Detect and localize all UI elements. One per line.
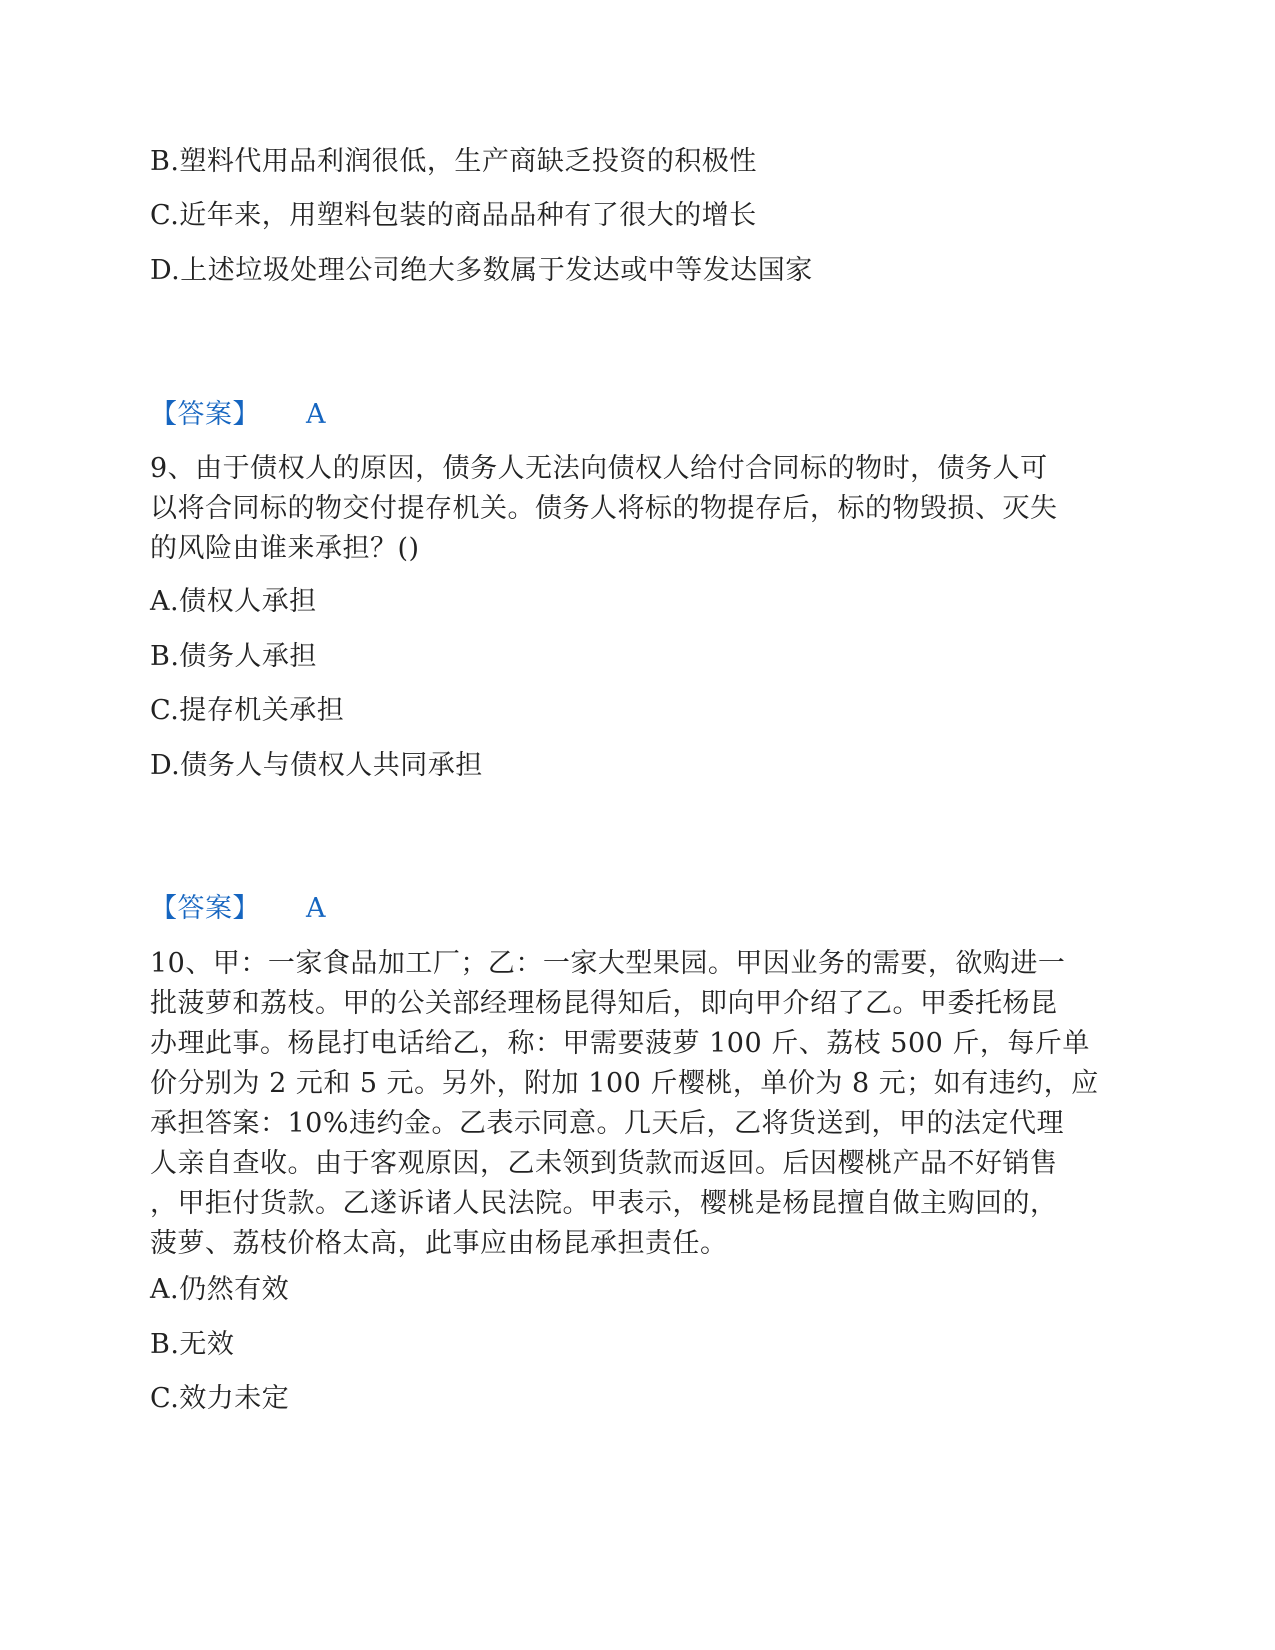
question-9-option-d: D.债务人与债权人共同承担 [150,750,483,781]
answer-line-2 [150,889,326,929]
question-10-line: 承担答案：10%违约金。乙表示同意。几天后，乙将货送到，甲的法定代理 [150,1108,1065,1139]
question-10-stem [150,944,1110,1264]
question-10-line: 办理此事。杨昆打电话给乙，称：甲需要菠萝 100 斤、荔枝 500 斤，每斤单 [150,1028,1090,1059]
question-10-line: 人亲自查收。由于客观原因，乙未领到货款而返回。后因樱桃产品不好销售 [150,1148,1058,1179]
answer-value: A [306,399,326,430]
question-9-option-a: A.债权人承担 [150,586,317,617]
question-9-option-c: C.提存机关承担 [150,695,345,726]
question-10-line: ，甲拒付货款。乙遂诉诸人民法院。甲表示，樱桃是杨昆擅自做主购回的， [150,1188,1058,1219]
option-d-prev: D.上述垃圾处理公司绝大多数属于发达或中等发达国家 [150,255,813,286]
question-9-stem [150,449,1110,569]
question-10-line: 10、甲：一家食品加工厂；乙：一家大型果园。甲因业务的需要，欲购进一 [150,948,1066,979]
question-9-line: 以将合同标的物交付提存机关。债务人将标的物提存后，标的物毁损、灭失 [150,493,1058,524]
answer-value: A [306,893,326,924]
question-9-line: 9、由于债权人的原因，债务人无法向债权人给付合同标的物时，债务人可 [150,453,1048,484]
option-c-prev: C.近年来，用塑料包装的商品品种有了很大的增长 [150,200,757,231]
question-10-line: 批菠萝和荔枝。甲的公关部经理杨昆得知后，即向甲介绍了乙。甲委托杨昆 [150,988,1058,1019]
question-9-line: 的风险由谁来承担？() [150,533,420,564]
answer-label: 【答案】 [150,893,260,924]
option-b-prev: B.塑料代用品利润很低，生产商缺乏投资的积极性 [150,146,757,177]
question-9-option-b: B.债务人承担 [150,641,317,672]
answer-line-1 [150,395,326,435]
answer-label: 【答案】 [150,399,260,430]
question-10-option-c: C.效力未定 [150,1383,290,1414]
question-10-line: 菠萝、荔枝价格太高，此事应由杨昆承担责任。 [150,1228,728,1259]
question-10-line: 价分别为 2 元和 5 元。另外，附加 100 斤樱桃，单价为 8 元；如有违约，应 [150,1068,1099,1099]
question-10-option-a: A.仍然有效 [150,1274,290,1305]
question-10-option-b: B.无效 [150,1329,235,1360]
